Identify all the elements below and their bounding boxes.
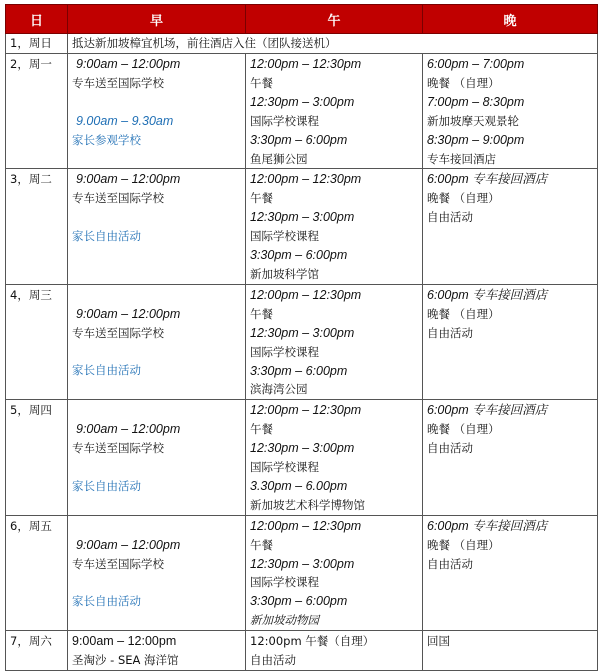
activity-text: 晚餐 （自理） <box>427 306 500 321</box>
activity-text: 午餐 <box>250 75 273 90</box>
header-noon: 午 <box>246 5 423 34</box>
time-text: 8:30pm – 9:00pm <box>427 132 525 147</box>
time-text: 3:30pm – 6:00pm <box>250 363 348 378</box>
activity-text: 圣淘沙 - SEA 海洋馆 <box>72 653 179 668</box>
activity-text: 午餐 <box>250 191 273 206</box>
day-cell: 6，周五 <box>6 515 68 630</box>
activity-text: 新加坡科学馆 <box>250 266 319 281</box>
arrival-cell: 抵达新加坡樟宜机场，前往酒店入住（团队接送机） <box>68 34 598 54</box>
time-text: 3:30pm – 6:00pm <box>250 132 348 147</box>
morning-cell <box>68 631 246 671</box>
morning-cell <box>68 284 246 399</box>
activity-text: 国际学校课程 <box>250 575 319 590</box>
day-cell: 3，周二 <box>6 169 68 284</box>
time-text: 9:00am – 12:00pm <box>76 422 181 437</box>
day-cell: 4，周三 <box>6 284 68 399</box>
activity-text: 鱼尾狮公园 <box>250 151 308 166</box>
activity-text: 专车送至国际学校 <box>72 75 164 90</box>
time-text: 12:00pm – 12:30pm <box>250 518 362 533</box>
time-text: 7:00pm – 8:30pm <box>427 94 525 109</box>
time-text: 6:00pm – 7:00pm <box>427 57 525 71</box>
activity-text: 自由活动 <box>427 325 473 340</box>
noon-cell <box>246 169 423 284</box>
activity-text: 12:00pm 午餐（自理） <box>250 634 375 649</box>
activity-text: 滨海湾公园 <box>250 382 308 397</box>
time-text: 6:00pm 专车接回酒店 <box>427 403 548 418</box>
activity-text: 新加坡艺术科学博物馆 <box>250 497 365 512</box>
activity-text: 专车送至国际学校 <box>72 325 164 340</box>
day-cell: 7，周六 <box>6 631 68 671</box>
table-row <box>6 515 598 630</box>
activity-text: 国际学校课程 <box>250 460 319 475</box>
activity-text: 国际学校课程 <box>250 113 319 128</box>
activity-text: 晚餐 （自理） <box>427 422 500 437</box>
activity-text: 午餐 <box>250 422 273 437</box>
table-row <box>6 54 598 169</box>
activity-text: 新加坡动物园 <box>250 613 319 628</box>
time-text: 6:00pm 专车接回酒店 <box>427 172 548 187</box>
time-text: 9:00am – 12:00pm <box>76 172 181 187</box>
day-cell: 1，周日 <box>6 34 68 54</box>
time-text: 12:00pm – 12:30pm <box>250 172 362 187</box>
activity-text: 自由活动 <box>427 210 473 225</box>
time-text: 12:30pm – 3:00pm <box>250 441 355 456</box>
time-text: 12:00pm – 12:30pm <box>250 57 362 71</box>
noon-cell <box>246 400 423 515</box>
noon-cell <box>246 515 423 630</box>
activity-text: 晚餐 （自理） <box>427 75 500 90</box>
time-text: 12:30pm – 3:00pm <box>250 325 355 340</box>
time-text: 9:00am – 12:00pm <box>76 537 181 552</box>
activity-text: 午餐 <box>250 537 273 552</box>
table-row <box>6 284 598 399</box>
header-row <box>6 5 598 34</box>
activity-text: 国际学校课程 <box>250 229 319 244</box>
evening-cell <box>423 515 598 630</box>
evening-cell <box>423 54 598 169</box>
activity-text: 家长自由活动 <box>72 229 141 244</box>
morning-cell <box>68 400 246 515</box>
table-row <box>6 34 598 54</box>
activity-text: 专车送至国际学校 <box>72 191 164 206</box>
time-text: 12:30pm – 3:00pm <box>250 210 355 225</box>
activity-text: 自由活动 <box>427 441 473 456</box>
evening-cell <box>423 631 598 671</box>
day-cell: 5，周四 <box>6 400 68 515</box>
morning-cell <box>68 54 246 169</box>
time-text: 3:30pm – 6:00pm <box>250 594 348 609</box>
header-day: 日 <box>6 5 68 34</box>
activity-text: 晚餐 （自理） <box>427 191 500 206</box>
table-row <box>6 631 598 671</box>
table-row <box>6 169 598 284</box>
time-text: 3:30pm – 6:00pm <box>250 248 348 263</box>
header-morning: 早 <box>68 5 246 34</box>
activity-text: 家长自由活动 <box>72 363 141 378</box>
time-text: 12:00pm – 12:30pm <box>250 287 362 302</box>
time-text: 12:00pm – 12:30pm <box>250 403 362 418</box>
activity-text: 专车接回酒店 <box>427 151 496 166</box>
time-text: 12:30pm – 3:00pm <box>250 94 355 109</box>
evening-cell <box>423 284 598 399</box>
activity-text: 新加坡摩天观景轮 <box>427 113 519 128</box>
time-text: 9:00am – 12:00pm <box>76 306 181 321</box>
table-row <box>6 400 598 515</box>
activity-text: 自由活动 <box>250 653 296 668</box>
noon-cell <box>246 284 423 399</box>
activity-text: 回国 <box>427 634 450 649</box>
activity-text: 家长自由活动 <box>72 594 141 609</box>
activity-text: 专车送至国际学校 <box>72 556 164 571</box>
activity-text: 家长自由活动 <box>72 478 141 493</box>
header-evening: 晚 <box>423 5 598 34</box>
evening-cell <box>423 400 598 515</box>
activity-text: 专车送至国际学校 <box>72 441 164 456</box>
morning-cell <box>68 515 246 630</box>
evening-cell <box>423 169 598 284</box>
activity-text: 自由活动 <box>427 556 473 571</box>
day-cell: 2，周一 <box>6 54 68 169</box>
time-text: 6:00pm 专车接回酒店 <box>427 287 548 302</box>
morning-cell <box>68 169 246 284</box>
time-text: 12:30pm – 3:00pm <box>250 556 355 571</box>
time-text: 9.00am – 9.30am <box>76 113 174 128</box>
noon-cell <box>246 54 423 169</box>
activity-text: 午餐 <box>250 306 273 321</box>
time-text: 3.30pm – 6.00pm <box>250 478 348 493</box>
itinerary-table <box>5 4 598 671</box>
activity-text: 晚餐 （自理） <box>427 537 500 552</box>
time-text: 9:00am – 12:00pm <box>76 57 181 71</box>
activity-text: 家长参观学校 <box>72 132 141 147</box>
noon-cell <box>246 631 423 671</box>
time-text: 9:00am – 12:00pm <box>72 634 177 649</box>
activity-text: 国际学校课程 <box>250 344 319 359</box>
time-text: 6:00pm 专车接回酒店 <box>427 518 548 533</box>
